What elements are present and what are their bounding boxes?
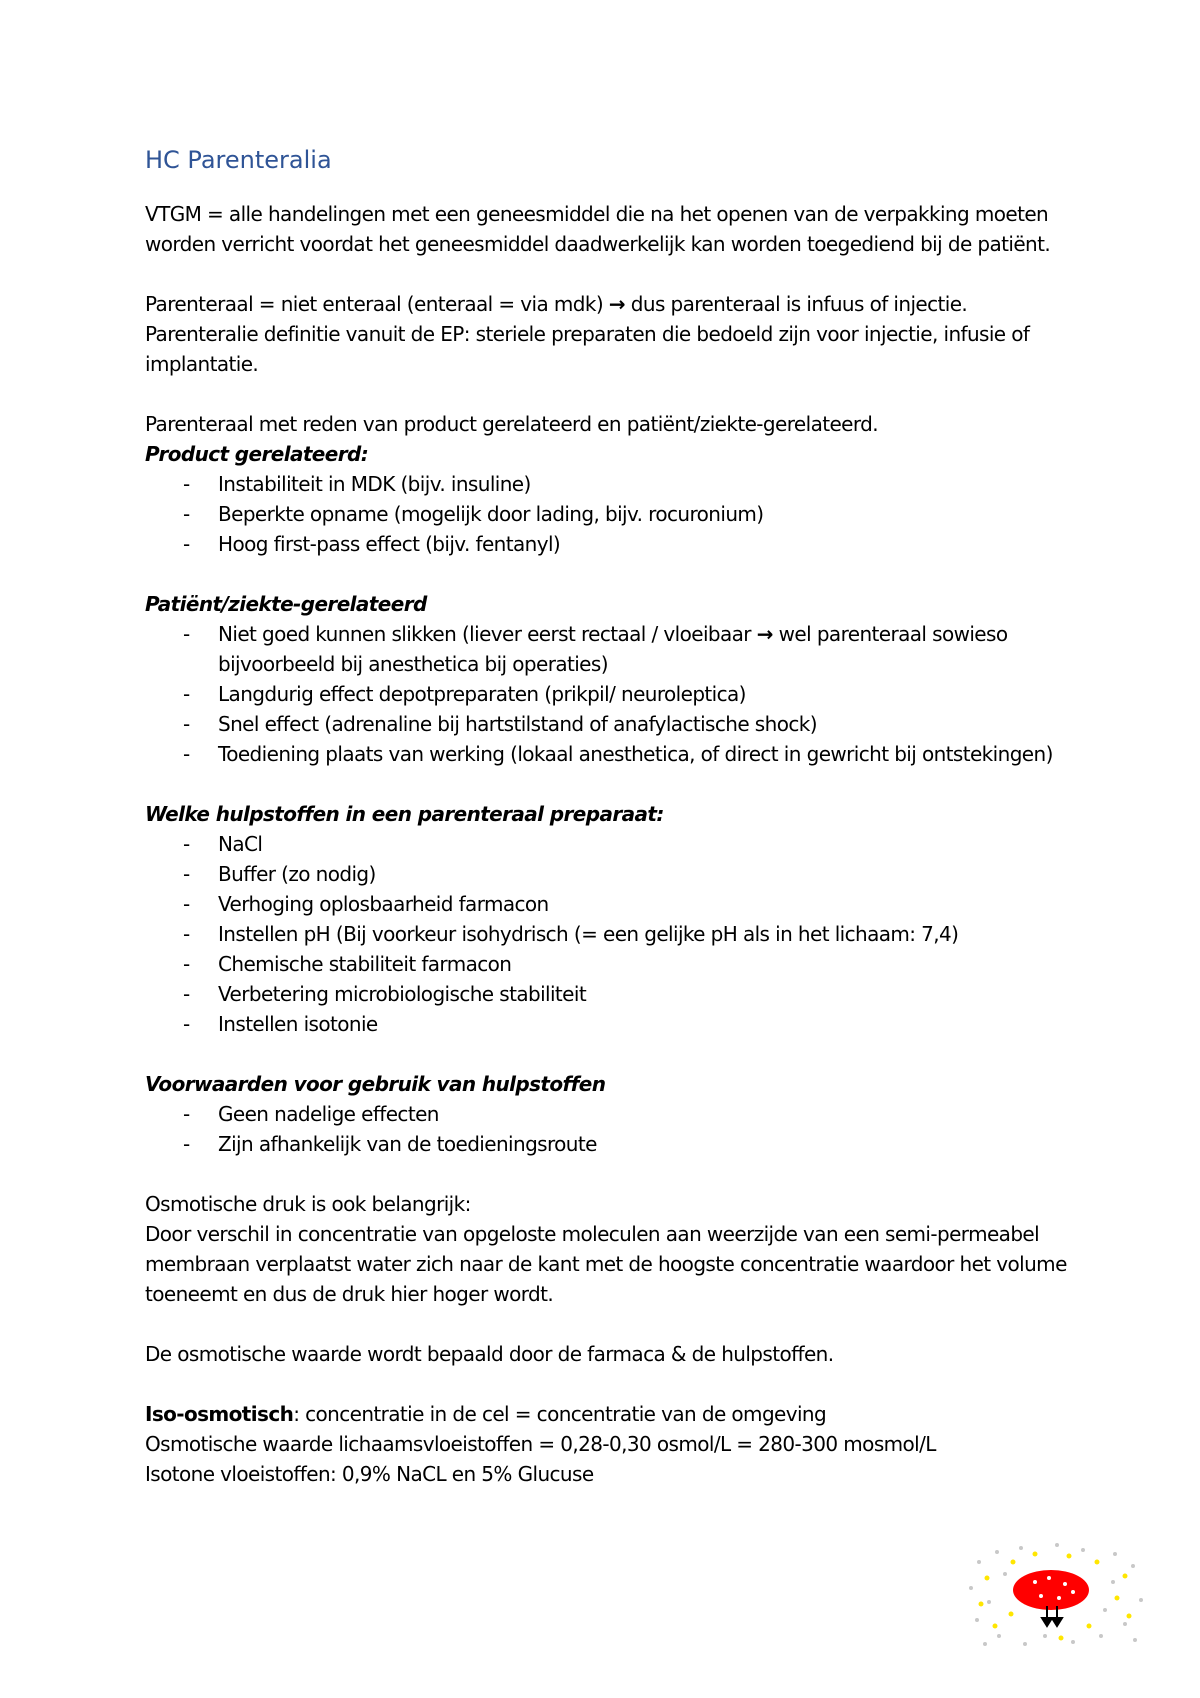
spacer xyxy=(145,1369,1085,1399)
list-item: - Snel effect (adrenaline bij hartstilstand of anafylactische shock) xyxy=(145,709,1085,739)
isotone-line: Isotone vloeistoffen: 0,9% NaCL en 5% Glucuse xyxy=(145,1462,594,1486)
spacer xyxy=(145,559,1085,589)
patient-item-text-after: wel parenteraal sowieso bijvoorbeeld bij anesthetica bij operaties) xyxy=(218,622,1008,676)
parenteralie-ep-definition: Parenteralie definitie vanuit de EP: steriele preparaten die bedoeld zijn voor injectie, infusie of implantatie. xyxy=(145,322,1030,376)
list-item: - NaCl xyxy=(145,829,1085,859)
iso-osmotisch-line xyxy=(145,1399,1085,1429)
spacer xyxy=(145,1039,1085,1069)
spacer xyxy=(145,1309,1085,1339)
list-item: - Instabiliteit in MDK (bijv. insuline) xyxy=(145,469,1085,499)
list-item: - Geen nadelige effecten xyxy=(145,1099,1085,1129)
parenteraal-text-after: dus parenteraal is infuus of injectie. xyxy=(630,292,968,316)
list-item xyxy=(145,619,1085,679)
list-item: - Toediening plaats van werking (lokaal anesthetica, of direct in gewricht bij ontstekingen) xyxy=(145,739,1085,769)
parenteraal-text-before: Parenteraal = niet enteraal (enteraal = via mdk) xyxy=(145,292,604,316)
list-item: - Buffer (zo nodig) xyxy=(145,859,1085,889)
osmotische-waarde: De osmotische waarde wordt bepaald door de farmaca & de hulpstoffen. xyxy=(145,1342,834,1366)
reden-intro: Parenteraal met reden van product gerelateerd en patiënt/ziekte-gerelateerd. xyxy=(145,412,878,436)
voorwaarden-list xyxy=(145,1099,1085,1159)
list-item: - Chemische stabiliteit farmacon xyxy=(145,949,1085,979)
vtgm-definition: VTGM = alle handelingen met een geneesmiddel die na het openen van de verpakking moeten worden verricht voordat het geneesmiddel daadwerkelijk kan worden toegediend bij de patiënt. xyxy=(145,202,1051,256)
arrow-right-icon: → xyxy=(608,292,626,316)
product-list xyxy=(145,469,1085,559)
lichaamsvloeistoffen-line: Osmotische waarde lichaamsvloeistoffen = 0,28-0,30 osmol/L = 280-300 mosmol/L xyxy=(145,1432,936,1456)
list-item: - Verhoging oplosbaarheid farmacon xyxy=(145,889,1085,919)
patient-heading: Patiënt/ziekte-gerelateerd xyxy=(145,592,427,616)
list-item: - Verbetering microbiologische stabiliteit xyxy=(145,979,1085,1009)
patient-list xyxy=(145,619,1085,769)
hulpstoffen-heading: Welke hulpstoffen in een parenteraal preparaat: xyxy=(145,802,664,826)
spacer xyxy=(145,1159,1085,1189)
osmosis-cell-diagram xyxy=(965,1540,1150,1650)
osmotisch-heading: Osmotische druk is ook belangrijk: xyxy=(145,1192,471,1216)
iso-osmotisch-label: Iso-osmotisch xyxy=(145,1402,294,1426)
document-body xyxy=(145,142,1085,1489)
iso-osmotisch-text: : concentratie in de cel = concentratie van de omgeving xyxy=(293,1402,827,1426)
list-item: - Langdurig effect depotpreparaten (prikpil/ neuroleptica) xyxy=(145,679,1085,709)
list-item: - Beperkte opname (mogelijk door lading, bijv. rocuronium) xyxy=(145,499,1085,529)
product-heading: Product gerelateerd: xyxy=(145,442,369,466)
voorwaarden-heading: Voorwaarden voor gebruik van hulpstoffen xyxy=(145,1072,606,1096)
osmotisch-explanation: Door verschil in concentratie van opgeloste moleculen aan weerzijde van een semi-permeabel membraan verplaatst water zich naar de kant met de hoogste concentratie waardoor het volume toeneemt en dus de druk hier hoger wordt. xyxy=(145,1222,1067,1306)
parenteraal-definition xyxy=(145,289,1085,319)
spacer xyxy=(145,769,1085,799)
spacer xyxy=(145,259,1085,289)
list-item: - Zijn afhankelijk van de toedieningsroute xyxy=(145,1129,1085,1159)
red-cell-shape xyxy=(1013,1570,1089,1610)
patient-item-text-before: Niet goed kunnen slikken (liever eerst rectaal / vloeibaar xyxy=(218,622,751,646)
list-item: - Hoog first-pass effect (bijv. fentanyl) xyxy=(145,529,1085,559)
list-item: - Instellen pH (Bij voorkeur isohydrisch (= een gelijke pH als in het lichaam: 7,4) xyxy=(145,919,1085,949)
arrow-right-icon: → xyxy=(756,622,773,646)
page-title: HC Parenteralia xyxy=(145,146,332,174)
hulpstoffen-list xyxy=(145,829,1085,1039)
list-item: - Instellen isotonie xyxy=(145,1009,1085,1039)
spacer xyxy=(145,379,1085,409)
